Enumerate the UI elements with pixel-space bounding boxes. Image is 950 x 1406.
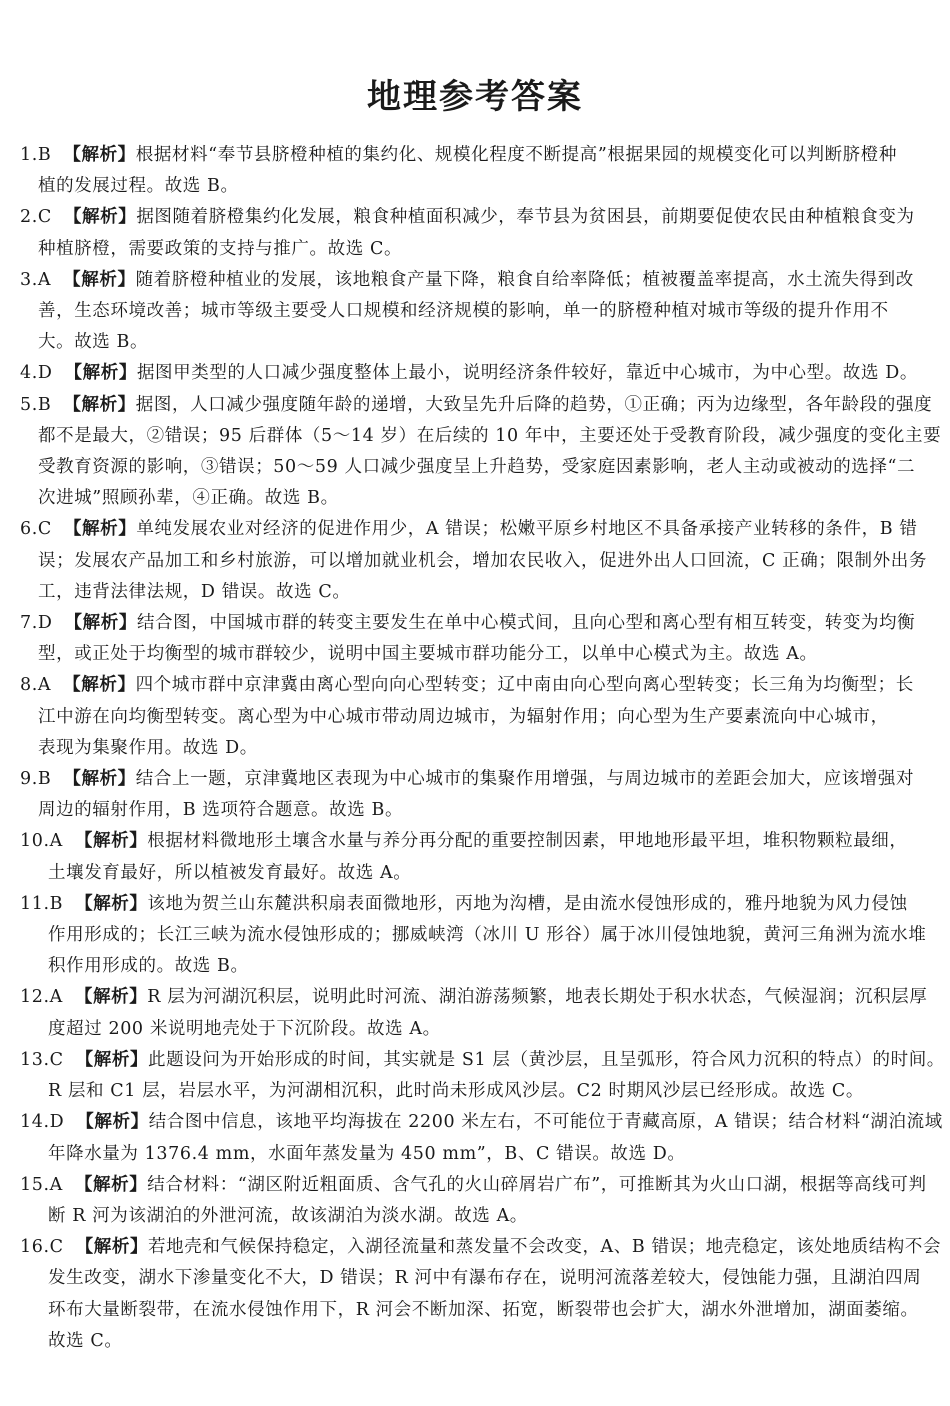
explanation-text: 江中游在向均衡型转变。离心型为中心城市带动周边城市，为辐射作用；向心型为生产要素流向中心城市， xyxy=(38,706,889,727)
explanation-text: 大。故选 B。 xyxy=(38,332,149,353)
answer-letter: A xyxy=(49,987,63,1008)
analysis-tag: 【解析】 xyxy=(75,893,148,914)
answer-continuation-line xyxy=(20,483,935,514)
explanation-text: 周边的辐射作用，B 选项符合题意。故选 B。 xyxy=(38,800,404,821)
explanation-text: 次进城”照顾孙辈，④正确。故选 B。 xyxy=(38,488,339,509)
answer-continuation-line xyxy=(20,1201,935,1232)
answer-continuation-line xyxy=(20,1263,935,1294)
explanation-text: R 层和 C1 层，岩层水平，为河湖相沉积，此时尚未形成风沙层。C2 时期风沙层已经形成。故选 C。 xyxy=(48,1081,864,1102)
analysis-tag: 【解析】 xyxy=(63,769,136,790)
answer-first-line xyxy=(20,670,935,701)
explanation-text: 据图甲类型的人口减少强度整体上最小，说明经济条件较好，靠近中心城市，为中心型。故选 D。 xyxy=(136,363,918,384)
explanation-text: 积作用形成的。故选 B。 xyxy=(48,956,249,977)
question-number: 3. xyxy=(20,269,38,290)
answer-letter: B xyxy=(37,769,52,790)
answer-letter: B xyxy=(37,145,52,165)
explanation-text: 土壤发育最好，所以植被发育最好。故选 A。 xyxy=(48,862,412,883)
answer-first-line xyxy=(20,608,935,639)
question-number: 4. xyxy=(20,363,38,384)
answer-continuation-line xyxy=(20,1139,935,1170)
question-number: 8. xyxy=(20,675,38,696)
explanation-text: 单纯发展农业对经济的促进作用少，A 错误；松嫩平原乡村地区不具备承接产业转移的条件，B 错 xyxy=(136,519,918,540)
explanation-text: 结合材料：“湖区附近粗面质、含气孔的火山碎屑岩广布”，可推断其为火山口湖，根据等高线可判 xyxy=(147,1174,927,1195)
explanation-text: 随着脐橙种植业的发展，该地粮食产量下降，粮食自给率降低；植被覆盖率提高，水土流失得到改 xyxy=(135,269,914,290)
answer-item xyxy=(20,982,935,1044)
explanation-text: 根据材料微地形土壤含水量与养分再分配的重要控制因素，甲地地形最平坦，堆积物颗粒最细， xyxy=(147,831,908,852)
explanation-text: 结合上一题，京津冀地区表现为中心城市的集聚作用增强，与周边城市的差距会加大，应该增强对 xyxy=(135,769,915,790)
answer-letter: D xyxy=(37,613,53,634)
answer-list xyxy=(20,140,945,1357)
answer-first-line xyxy=(20,1170,935,1201)
answer-continuation-line xyxy=(20,1295,935,1326)
answer-first-line xyxy=(20,202,935,233)
explanation-text: 年降水量为 1376.4 mm，水面年蒸发量为 450 mm”，B、C 错误。故选 D。 xyxy=(48,1143,686,1164)
answer-continuation-line xyxy=(20,951,935,982)
answer-continuation-line xyxy=(20,639,935,670)
answer-continuation-line xyxy=(20,1076,935,1107)
explanation-text: 受教育资源的影响，③错误；50～59 人口减少强度呈上升趋势，受家庭因素影响，老人主动或被动的选择“二 xyxy=(38,457,916,478)
answer-letter: A xyxy=(49,831,63,852)
answer-letter: A xyxy=(37,269,52,290)
answer-letter: A xyxy=(37,675,52,696)
answer-letter: C xyxy=(37,207,52,228)
answer-letter: C xyxy=(49,1237,64,1258)
question-number: 6. xyxy=(20,519,38,540)
explanation-text: 植的发展过程。故选 B。 xyxy=(38,176,239,197)
answer-item xyxy=(20,140,935,202)
answer-first-line xyxy=(20,140,935,171)
analysis-tag: 【解析】 xyxy=(64,613,137,634)
answer-first-line xyxy=(20,889,935,920)
analysis-tag: 【解析】 xyxy=(76,1112,149,1133)
answer-letter: D xyxy=(37,363,53,384)
answer-first-line xyxy=(20,826,935,857)
explanation-text: 工，违背法律法规，D 错误。故选 C。 xyxy=(38,581,351,602)
explanation-text: 型，或正处于均衡型的城市群较少，说明中国主要城市群功能分工，以单中心模式为主。故选 A。 xyxy=(38,644,818,665)
explanation-text: 此题设问为开始形成的时间，其实就是 S1 层（黄沙层，且呈弧形，符合风力沉积的特点）的时间。 xyxy=(148,1049,945,1070)
answer-continuation-line xyxy=(20,1014,935,1045)
answer-item xyxy=(20,670,935,764)
answer-first-line xyxy=(20,1232,942,1263)
answer-item xyxy=(20,1232,942,1357)
answer-letter: B xyxy=(37,394,52,415)
explanation-text: 发生改变，湖水下渗量变化不大，D 错误；R 河中有瀑布存在，说明河流落差较大，侵蚀能力强，且湖泊四周 xyxy=(48,1268,922,1289)
answer-continuation-line xyxy=(20,327,935,358)
analysis-tag: 【解析】 xyxy=(75,1237,149,1258)
explanation-text: 作用形成的；长江三峡为流水侵蚀形成的；挪威峡湾（冰川 U 形谷）属于冰川侵蚀地貌，黄河三角洲为流水堆 xyxy=(48,925,927,946)
answer-continuation-line xyxy=(20,296,935,327)
question-number: 14. xyxy=(20,1112,50,1133)
explanation-text: 断 R 河为该湖泊的外泄河流，故该湖泊为淡水湖。故选 A。 xyxy=(48,1205,528,1226)
question-number: 11. xyxy=(20,893,50,914)
question-number: 7. xyxy=(20,613,38,634)
answer-letter: D xyxy=(49,1112,65,1133)
analysis-tag: 【解析】 xyxy=(74,1174,148,1195)
analysis-tag: 【解析】 xyxy=(63,207,137,228)
answer-continuation-line xyxy=(20,702,935,733)
explanation-text: 误；发展农产品加工和乡村旅游，可以增加就业机会，增加农民收入，促进外出人口回流，C 正确；限制外出务 xyxy=(38,550,927,571)
question-number: 5. xyxy=(20,394,38,415)
answer-item xyxy=(20,1170,935,1232)
question-number: 1. xyxy=(20,145,38,165)
answer-first-line xyxy=(20,358,935,389)
analysis-tag: 【解析】 xyxy=(63,675,136,696)
explanation-text: 种植脐橙，需要政策的支持与推广。故选 C。 xyxy=(38,238,403,259)
explanation-text: 据图，人口减少强度随年龄的递增，大致呈先升后降的趋势，①正确；丙为边缘型，各年龄段的强度 xyxy=(135,394,933,415)
explanation-text: 若地壳和气候保持稳定，入湖径流量和蒸发量不会改变，A、B 错误；地壳稳定，该处地质结构不会 xyxy=(148,1237,942,1258)
answer-letter: A xyxy=(49,1174,63,1195)
answer-item xyxy=(20,390,942,515)
answer-continuation-line xyxy=(20,234,935,265)
answer-continuation-line xyxy=(20,577,935,608)
answer-item xyxy=(20,826,935,888)
explanation-text: 结合图中信息，该地平均海拔在 2200 米左右，不可能位于青藏高原，A 错误；结合材料“湖泊流域 xyxy=(148,1112,943,1133)
answer-letter: C xyxy=(37,519,52,540)
analysis-tag: 【解析】 xyxy=(63,145,136,165)
question-number: 9. xyxy=(20,769,38,790)
answer-item xyxy=(20,358,935,389)
analysis-tag: 【解析】 xyxy=(63,269,136,290)
analysis-tag: 【解析】 xyxy=(63,394,136,415)
answer-item xyxy=(20,764,935,826)
explanation-text: 根据材料“奉节县脐橙种植的集约化、规模化程度不断提高”根据果园的规模变化可以判断脐橙种 xyxy=(135,145,897,165)
answer-item xyxy=(20,265,935,359)
answer-item xyxy=(20,514,935,608)
answer-continuation-line xyxy=(20,452,935,483)
explanation-text: 四个城市群中京津冀由离心型向向心型转变；辽中南由向心型向离心型转变；长三角为均衡型；长 xyxy=(135,675,914,696)
explanation-text: 善，生态环境改善；城市等级主要受人口规模和经济规模的影响，单一的脐橙种植对城市等级的提升作用不 xyxy=(38,301,889,322)
answer-first-line xyxy=(20,764,935,795)
answer-first-line xyxy=(20,1107,943,1138)
answer-continuation-line xyxy=(20,546,935,577)
answer-first-line xyxy=(20,1045,945,1076)
question-number: 13. xyxy=(20,1049,50,1070)
explanation-text: 都不是最大，②错误；95 后群体（5～14 岁）在后续的 10 年中，主要还处于受教育阶段，减少强度的变化主要 xyxy=(38,425,942,446)
answer-letter: C xyxy=(49,1049,64,1070)
explanation-text: 环布大量断裂带，在流水侵蚀作用下，R 河会不断加深、拓宽，断裂带也会扩大，湖水外泄增加，湖面萎缩。 xyxy=(48,1299,919,1320)
answer-continuation-line xyxy=(20,171,935,202)
page-title: 地理参考答案 xyxy=(367,77,583,117)
answer-first-line xyxy=(20,390,935,421)
explanation-text: 故选 C。 xyxy=(48,1330,123,1351)
answer-item xyxy=(20,202,935,264)
question-number: 16. xyxy=(20,1237,50,1258)
explanation-text: 该地为贺兰山东麓洪积扇表面微地形，丙地为沟槽，是由流水侵蚀形成的，雅丹地貌为风力侵蚀 xyxy=(147,893,908,914)
answer-continuation-line xyxy=(20,421,942,452)
answer-item xyxy=(20,1107,943,1169)
answer-continuation-line xyxy=(20,1326,935,1357)
question-number: 10. xyxy=(20,831,50,852)
analysis-tag: 【解析】 xyxy=(75,1049,149,1070)
explanation-text: 表现为集聚作用。故选 D。 xyxy=(38,737,258,758)
explanation-text: 度超过 200 米说明地壳处于下沉阶段。故选 A。 xyxy=(48,1018,441,1039)
answer-letter: B xyxy=(49,893,64,914)
question-number: 2. xyxy=(20,207,38,228)
question-number: 15. xyxy=(20,1174,50,1195)
analysis-tag: 【解析】 xyxy=(64,363,137,384)
answer-continuation-line xyxy=(20,858,935,889)
answer-item xyxy=(20,608,935,670)
answer-continuation-line xyxy=(20,795,935,826)
analysis-tag: 【解析】 xyxy=(74,831,148,852)
answer-first-line xyxy=(20,265,935,296)
answer-first-line xyxy=(20,982,935,1013)
answer-first-line xyxy=(20,514,935,545)
explanation-text: R 层为河湖沉积层，说明此时河流、湖泊游荡频繁，地表长期处于积水状态，气候湿润；沉积层厚 xyxy=(147,987,928,1008)
explanation-text: 据图随着脐橙集约化发展，粮食种植面积减少，奉节县为贫困县，前期要促使农民由种植粮食变为 xyxy=(136,207,915,228)
answer-item xyxy=(20,889,935,983)
question-number: 12. xyxy=(20,987,50,1008)
answer-continuation-line xyxy=(20,733,935,764)
analysis-tag: 【解析】 xyxy=(63,519,137,540)
answer-item xyxy=(20,1045,945,1107)
analysis-tag: 【解析】 xyxy=(74,987,148,1008)
answer-continuation-line xyxy=(20,920,935,951)
explanation-text: 结合图，中国城市群的转变主要发生在单中心模式间，且向心型和离心型有相互转变，转变为均衡 xyxy=(136,613,916,634)
